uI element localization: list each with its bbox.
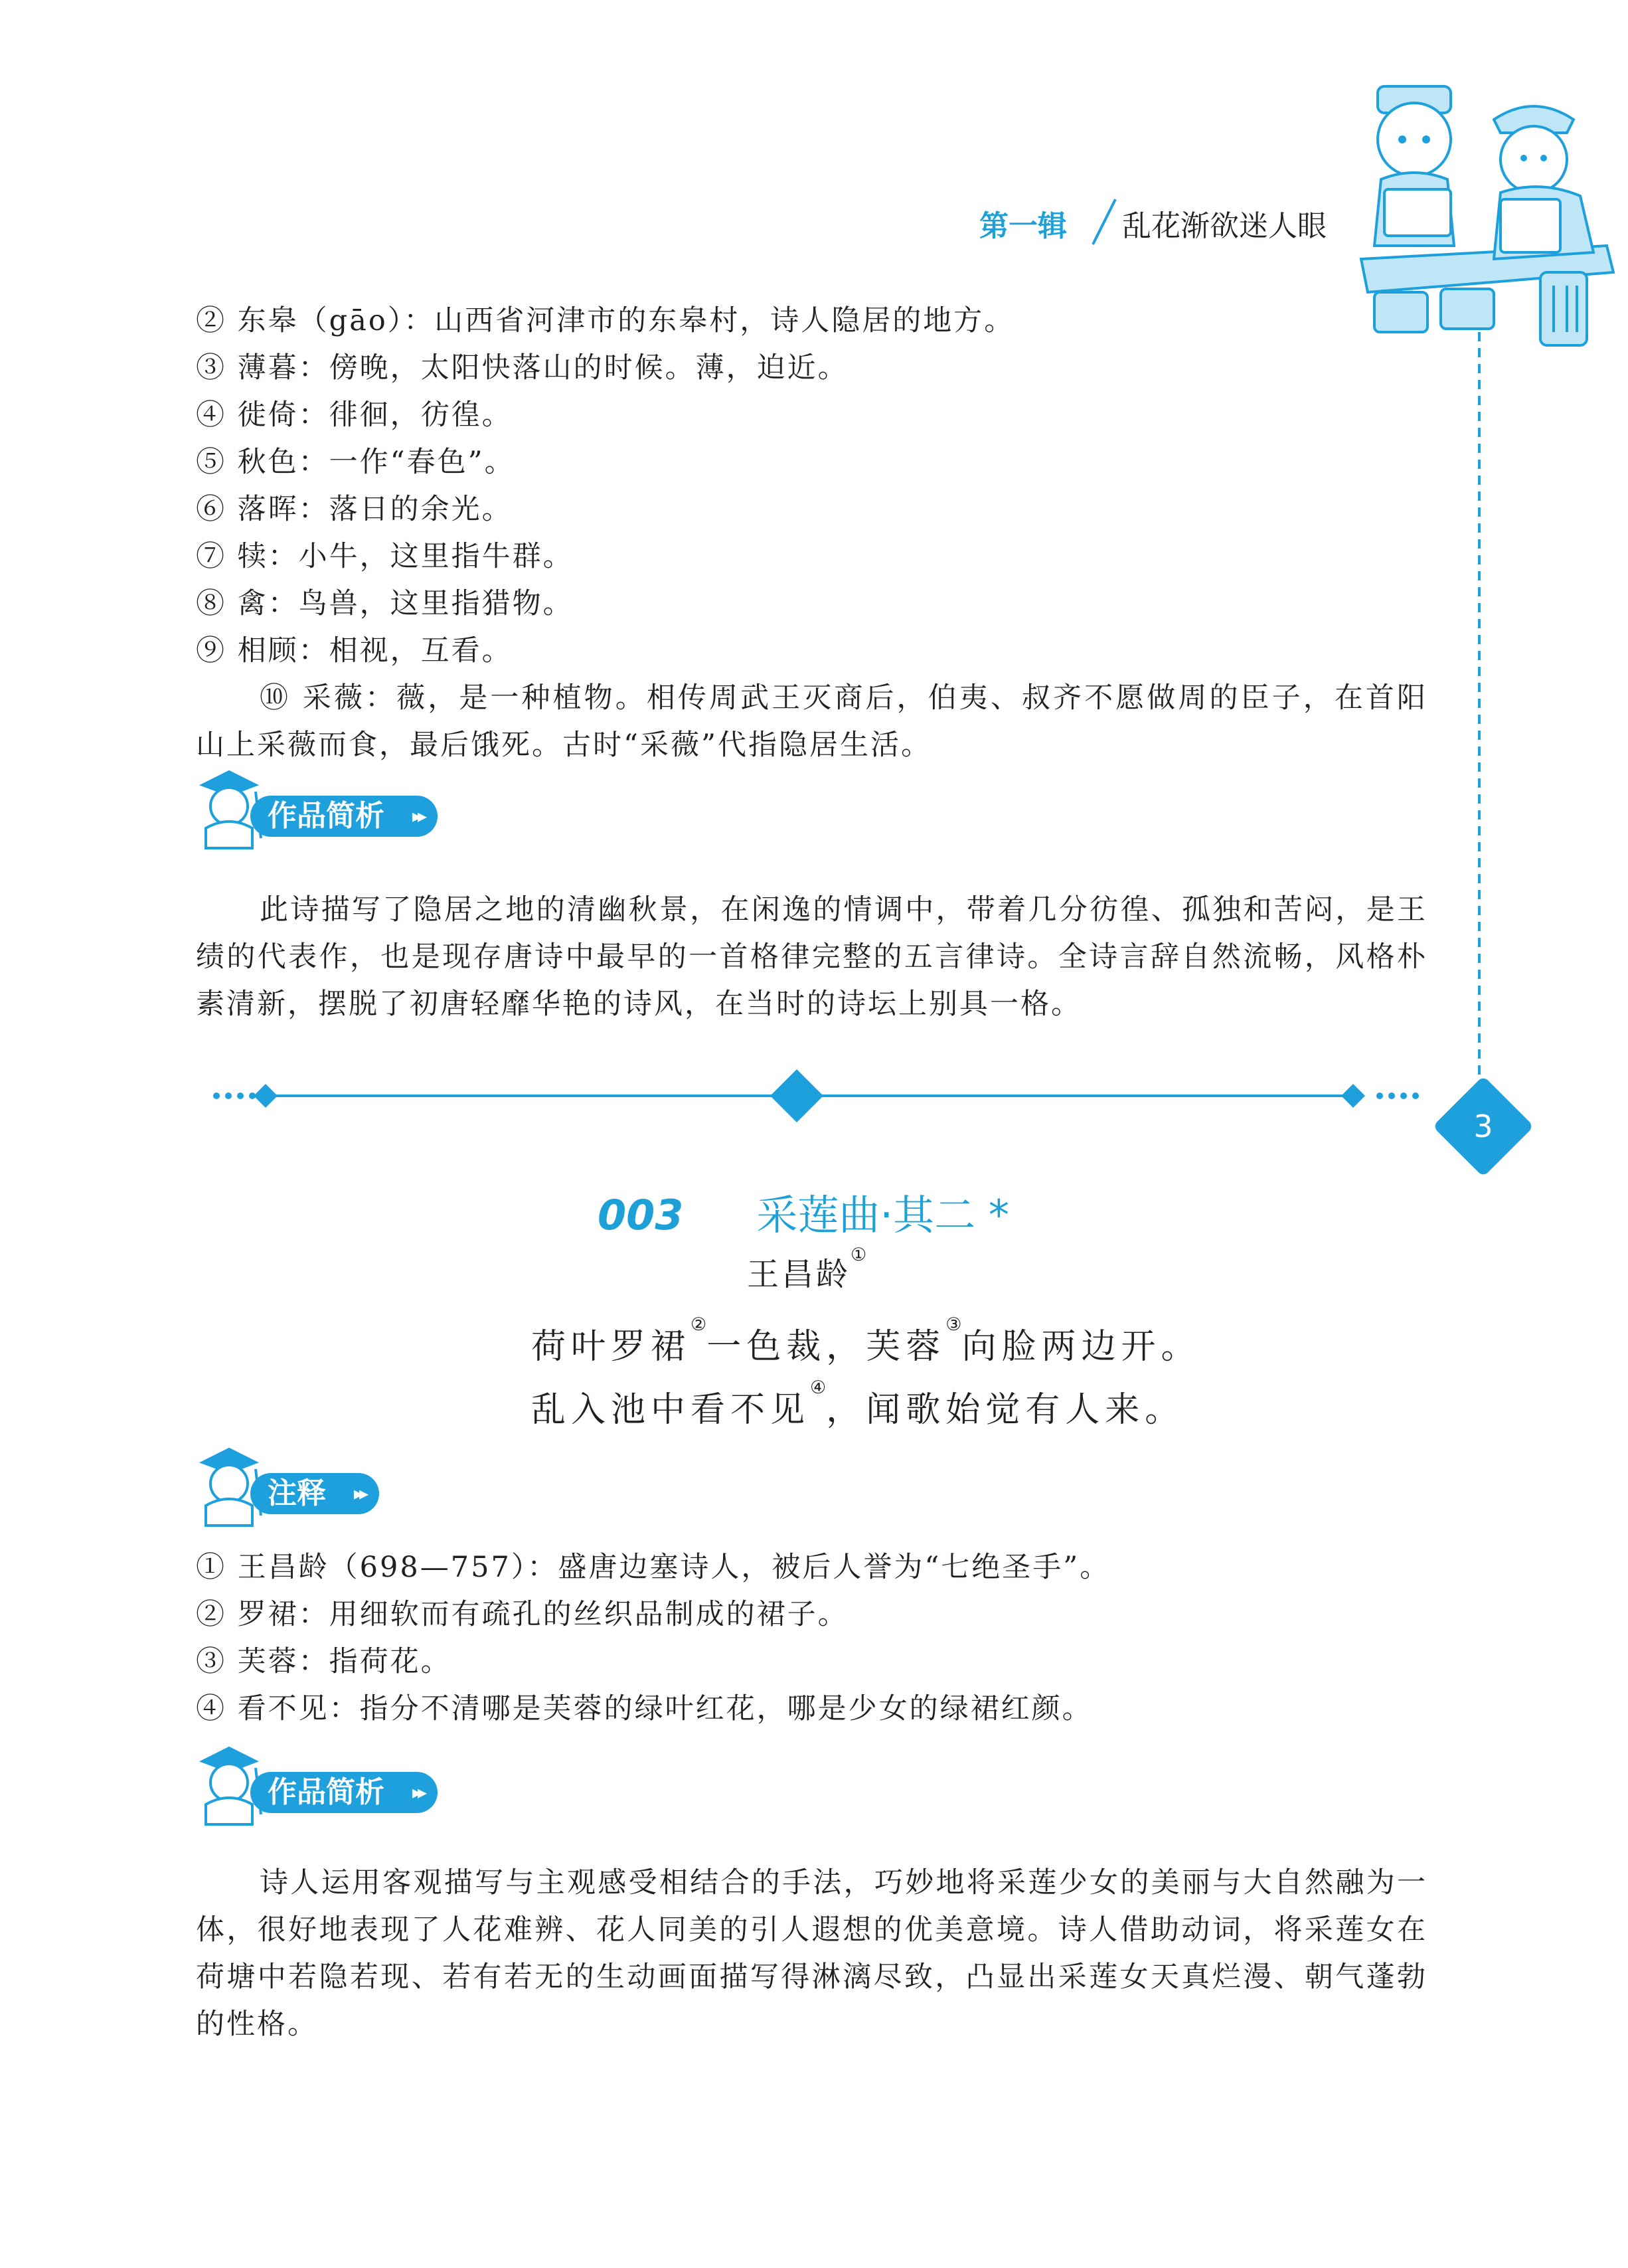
note-8: ⑧ 禽：鸟兽，这里指猎物。 — [196, 587, 574, 620]
poem-line-1: 荷叶罗裙②一色裁，芙蓉③向脸两边开。 — [531, 1314, 1201, 1367]
analysis-label-2: 作品简析 ▸▸ — [250, 1772, 438, 1813]
note-2: ② 东皋（gāo）：山西省河津市的东皋村，诗人隐居的地方。 — [196, 304, 1015, 337]
note-4: ④ 徙倚：徘徊，彷徨。 — [196, 398, 513, 432]
note-b4: ④ 看不见：指分不清哪是芙蓉的绿叶红花，哪是少女的绿裙红颜。 — [196, 1692, 1093, 1725]
poem-title — [598, 1182, 1009, 1241]
poem-line-2: 乱入池中看不见④，闻歌始觉有人来。 — [531, 1377, 1185, 1430]
poem-name: 采莲曲·其二 * — [756, 1191, 1009, 1239]
double-chevron-icon: ▸▸ — [353, 1482, 365, 1504]
note-5: ⑤ 秋色：一作“春色”。 — [196, 446, 515, 479]
section-divider — [212, 1069, 1421, 1122]
notes-section-badge — [189, 1461, 402, 1516]
poem-number: 003 — [598, 1191, 684, 1239]
analysis-paragraph-1: 此诗描写了隐居之地的清幽秋景，在闲逸的情调中，带着几分彷徨、孤独和苦闷，是王绩的代表作，也是现存唐诗中最早的一首格律完整的五言律诗。全诗言辞自然流畅，风格朴素清新，摆脱了初唐轻靡华艳的诗风，在当时的诗坛上别具一格。 — [196, 893, 1427, 1021]
note-3: ③ 薄暮：傍晚，太阳快落山的时候。薄，迫近。 — [196, 351, 849, 385]
series-label: 第一辑 — [979, 209, 1067, 243]
note-9: ⑨ 相顾：相视，互看。 — [196, 634, 513, 667]
header-illustration — [1341, 73, 1620, 359]
note-b2: ② 罗裙：用细软而有疏孔的丝织品制成的裙子。 — [196, 1598, 849, 1631]
author-footnote-mark: ① — [851, 1245, 867, 1265]
poem-author: 王昌龄① — [747, 1245, 867, 1293]
analysis-section-badge-2 — [189, 1760, 475, 1814]
double-chevron-icon: ▸▸ — [412, 805, 423, 827]
analysis-section-badge — [189, 784, 475, 838]
double-chevron-icon: ▸▸ — [412, 1781, 423, 1803]
header-slash — [1089, 197, 1119, 247]
note-10: ⑩ 采薇：薇，是一种植物。相传周武王灭商后，伯夷、叔齐不愿做周的臣子，在首阳山上采薇而食，最后饿死。古时“采薇”代指隐居生活。 — [196, 681, 1427, 762]
analysis-label: 作品简析 ▸▸ — [250, 796, 438, 837]
analysis-paragraph-2: 诗人运用客观描写与主观感受相结合的手法，巧妙地将采莲少女的美丽与大自然融为一体，很好地表现了人花难辨、花人同美的引人遐想的优美意境。诗人借助动词，将采莲女在荷塘中若隐若现、若有若无的生动画面描写得淋漓尽致，凸显出采莲女天真烂漫、朝气蓬勃的性格。 — [196, 1866, 1427, 2041]
note-b3: ③ 芙蓉：指荷花。 — [196, 1645, 451, 1678]
page-number: 3 — [1473, 1108, 1493, 1144]
note-b1: ① 王昌龄（698—757）：盛唐边塞诗人，被后人誉为“七绝圣手”。 — [196, 1551, 1111, 1584]
note-6: ⑥ 落晖：落日的余光。 — [196, 493, 513, 526]
note-7: ⑦ 犊：小牛，这里指牛群。 — [196, 540, 574, 573]
notes-label: 注释 ▸▸ — [250, 1473, 379, 1514]
margin-dashed-rule — [1473, 332, 1486, 1102]
chapter-title: 乱花渐欲迷人眼 — [1122, 209, 1327, 243]
